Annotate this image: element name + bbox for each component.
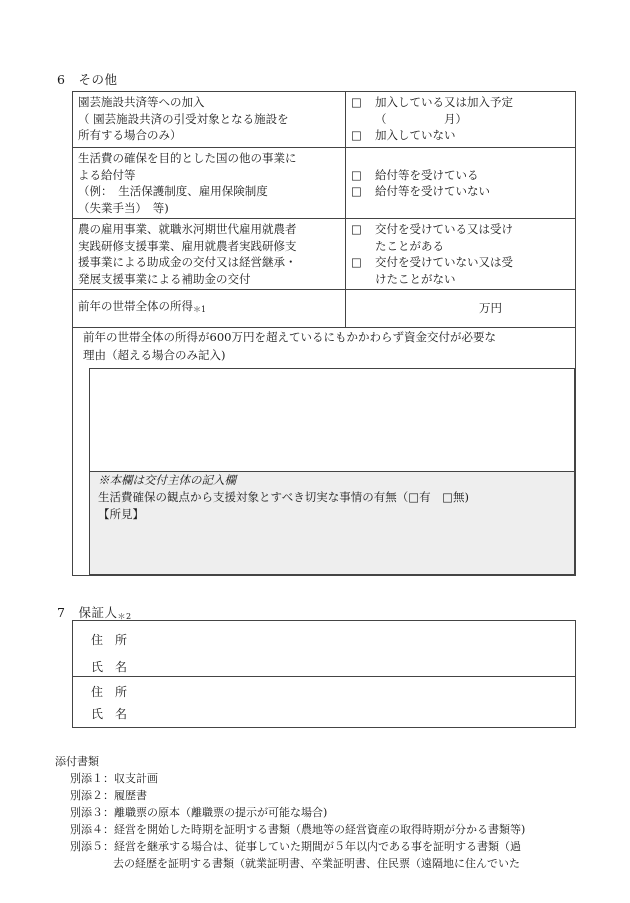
question-subsidies: 農の雇用事業、就職氷河期世代雇用就農者 実践研修支援事業、雇用就農者実践研修支 援事業による助成金の交付又は経営継承・ 発展支援事業による補助金の交付: [73, 219, 346, 290]
official-question: 生活費確保の観点から支援対象とすべき切実な事情の有無（□有 □無): [98, 490, 469, 504]
guarantor1-name-label: 氏 名: [91, 660, 128, 674]
income-value-cell[interactable]: [346, 290, 576, 328]
attachment-item: 別添２：履歴書: [70, 789, 147, 802]
income-label: 前年の世帯全体の所得: [78, 299, 193, 314]
official-use-area: [89, 472, 575, 575]
option-granted[interactable]: □ 交付を受けている又は受け たことがある: [351, 222, 513, 253]
option-insured[interactable]: □ 加入している又は加入予定 （ 月）: [351, 95, 513, 126]
checkbox[interactable]: □: [351, 184, 362, 198]
row-insurance: [73, 92, 576, 148]
attachment-item: 別添３：離職票の原本（離職票の提示が可能な場合): [70, 806, 328, 819]
income-note: ＊1: [193, 305, 207, 315]
attachment-continuation: 去の経歴を証明する書類（就業証明書、卒業証明書、住民票（遠隔地に住んでいた: [113, 857, 520, 870]
attachment-item: 別添１：収支計画: [70, 772, 158, 785]
guarantor2-name-label: 氏 名: [91, 707, 128, 721]
attachment-item: 別添５：経営を継承する場合は、従事していた期間が５年以内である事を証明する書類（過: [70, 840, 521, 853]
checkbox[interactable]: □: [351, 167, 362, 182]
income-label-cell: [73, 290, 346, 328]
official-opinion-label: 【所見】: [98, 507, 144, 521]
option-not-granted[interactable]: □ 交付を受けていない又は受 けたことがない: [351, 255, 513, 286]
guarantor-table: [72, 620, 576, 728]
guarantor-divider: [73, 676, 575, 677]
section6-table: [72, 91, 576, 328]
reason-section: [72, 327, 576, 576]
section7-heading: 7 保証人$_{*2}$: [57, 605, 132, 621]
option-receiving[interactable]: □ 給付等を受けている: [351, 167, 479, 182]
checkbox[interactable]: □: [351, 255, 362, 269]
reason-input-area[interactable]: [89, 368, 575, 472]
question-benefits: 生活費の確保を目的とした国の他の事業に よる給付等 （例： 生活保護制度、雇用保険制度 （失業手当） 等): [73, 148, 346, 219]
checkbox[interactable]: □: [351, 222, 362, 236]
attachment-item: 別添４：経営を開始した時期を証明する書類（農地等の経営資産の取得時期が分かる書類等): [70, 823, 526, 836]
row-subsidies: [73, 219, 576, 290]
guarantor2-address-label: 住 所: [91, 685, 128, 699]
checkbox[interactable]: □: [351, 128, 362, 142]
option-not-receiving[interactable]: □ 給付等を受けていない: [351, 184, 490, 198]
options-insurance: [346, 92, 576, 148]
guarantor1-address-label: 住 所: [91, 633, 128, 647]
row-income: [73, 290, 576, 328]
options-benefits: [346, 148, 576, 219]
attachments-title: 添付書類: [55, 755, 99, 768]
income-unit: 万円: [479, 301, 502, 316]
official-note: ※本欄は交付主体の記入欄: [98, 473, 236, 487]
reason-prompt: 前年の世帯全体の所得が600万円を超えているにもかかわらず資金交付が必要な 理由（超える場合のみ記入): [83, 330, 496, 362]
row-benefits: [73, 148, 576, 219]
question-insurance: 園芸施設共済等への加入 （ 園芸施設共済の引受対象となる施設を 所有する場合のみ）: [73, 92, 346, 148]
attachments-list: [55, 753, 595, 872]
option-not-insured[interactable]: □ 加入していない: [351, 128, 456, 142]
section6-heading: 6 その他: [57, 72, 118, 87]
checkbox[interactable]: □: [351, 95, 362, 109]
options-subsidies: [346, 219, 576, 290]
